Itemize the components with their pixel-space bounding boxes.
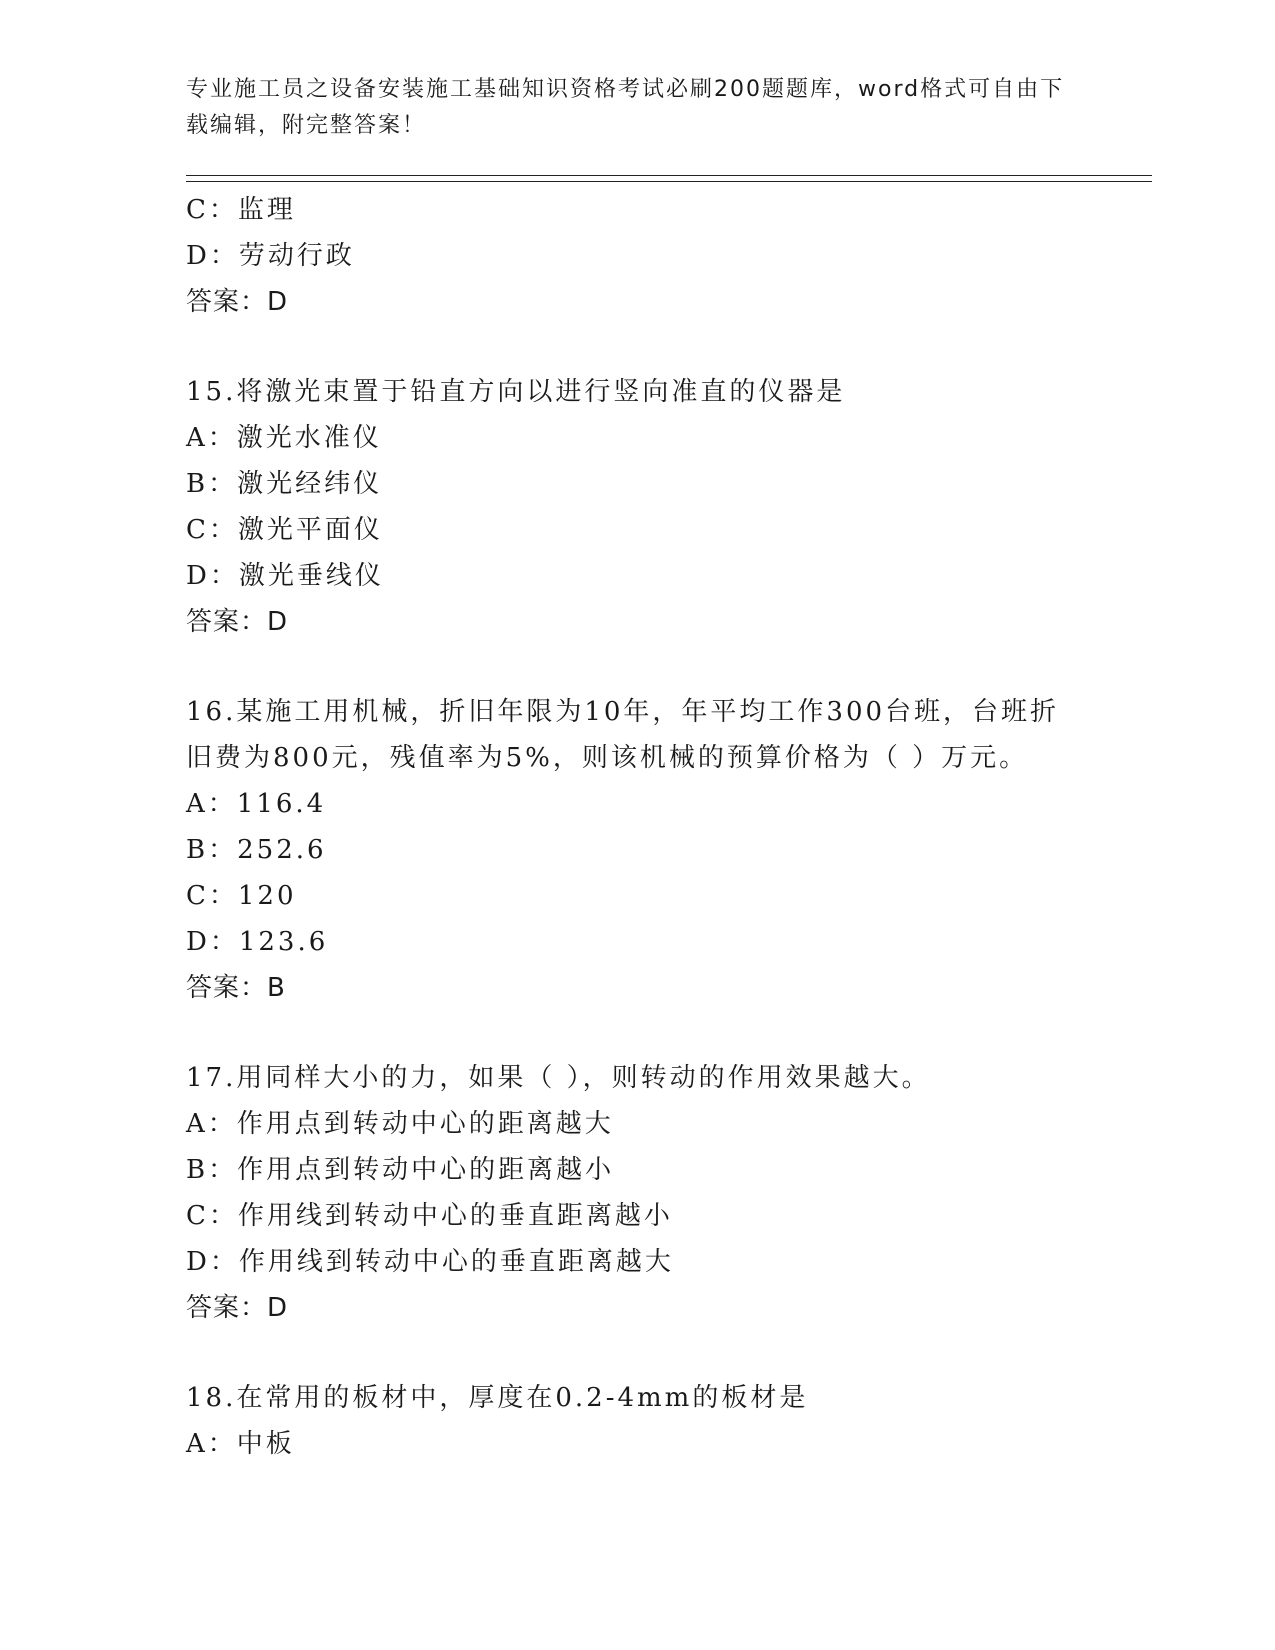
answer: 答案：D <box>186 1293 289 1323</box>
option: A：激光水准仪 <box>186 423 382 453</box>
answer: 答案：D <box>186 607 289 637</box>
header-rule-top <box>186 175 1152 176</box>
option: B：激光经纬仪 <box>186 469 383 499</box>
document-header <box>186 72 1086 144</box>
option: D：作用线到转动中心的垂直距离越大 <box>186 1247 674 1277</box>
answer: 答案：B <box>186 973 286 1003</box>
question-stem: 17.用同样大小的力，如果（ ），则转动的作用效果越大。 <box>186 1063 931 1093</box>
option: B：作用点到转动中心的距离越小 <box>186 1155 615 1185</box>
question-17 <box>186 1055 1086 1331</box>
option: A：作用点到转动中心的距离越大 <box>186 1109 614 1139</box>
option: D：123.6 <box>186 927 329 957</box>
option: D：劳动行政 <box>186 241 355 271</box>
continued-question <box>186 187 1086 325</box>
question-16 <box>186 689 1086 1011</box>
option: C：监理 <box>186 195 296 225</box>
option: C：激光平面仪 <box>186 515 383 545</box>
question-15 <box>186 369 1086 645</box>
question-stem: 16.某施工用机械，折旧年限为10年，年平均工作300台班，台班折旧费为800元，残值率为5%，则该机械的预算价格为（ ）万元。 <box>186 697 1060 773</box>
question-stem: 18.在常用的板材中，厚度在0.2-4mm的板材是 <box>186 1383 809 1413</box>
option: C：作用线到转动中心的垂直距离越小 <box>186 1201 673 1231</box>
header-rule-bottom <box>186 181 1152 182</box>
header-text: 专业施工员之设备安装施工基础知识资格考试必刷200题题库，word格式可自由下载编辑，附完整答案！ <box>186 77 1065 138</box>
option: A：116.4 <box>186 789 327 819</box>
option: D：激光垂线仪 <box>186 561 384 591</box>
document-body <box>186 187 1086 1467</box>
option: A：中板 <box>186 1429 295 1459</box>
option: B：252.6 <box>186 835 327 865</box>
option: C：120 <box>186 881 297 911</box>
question-18 <box>186 1375 1086 1467</box>
question-stem: 15.将激光束置于铅直方向以进行竖向准直的仪器是 <box>186 377 846 407</box>
answer: 答案：D <box>186 287 289 317</box>
